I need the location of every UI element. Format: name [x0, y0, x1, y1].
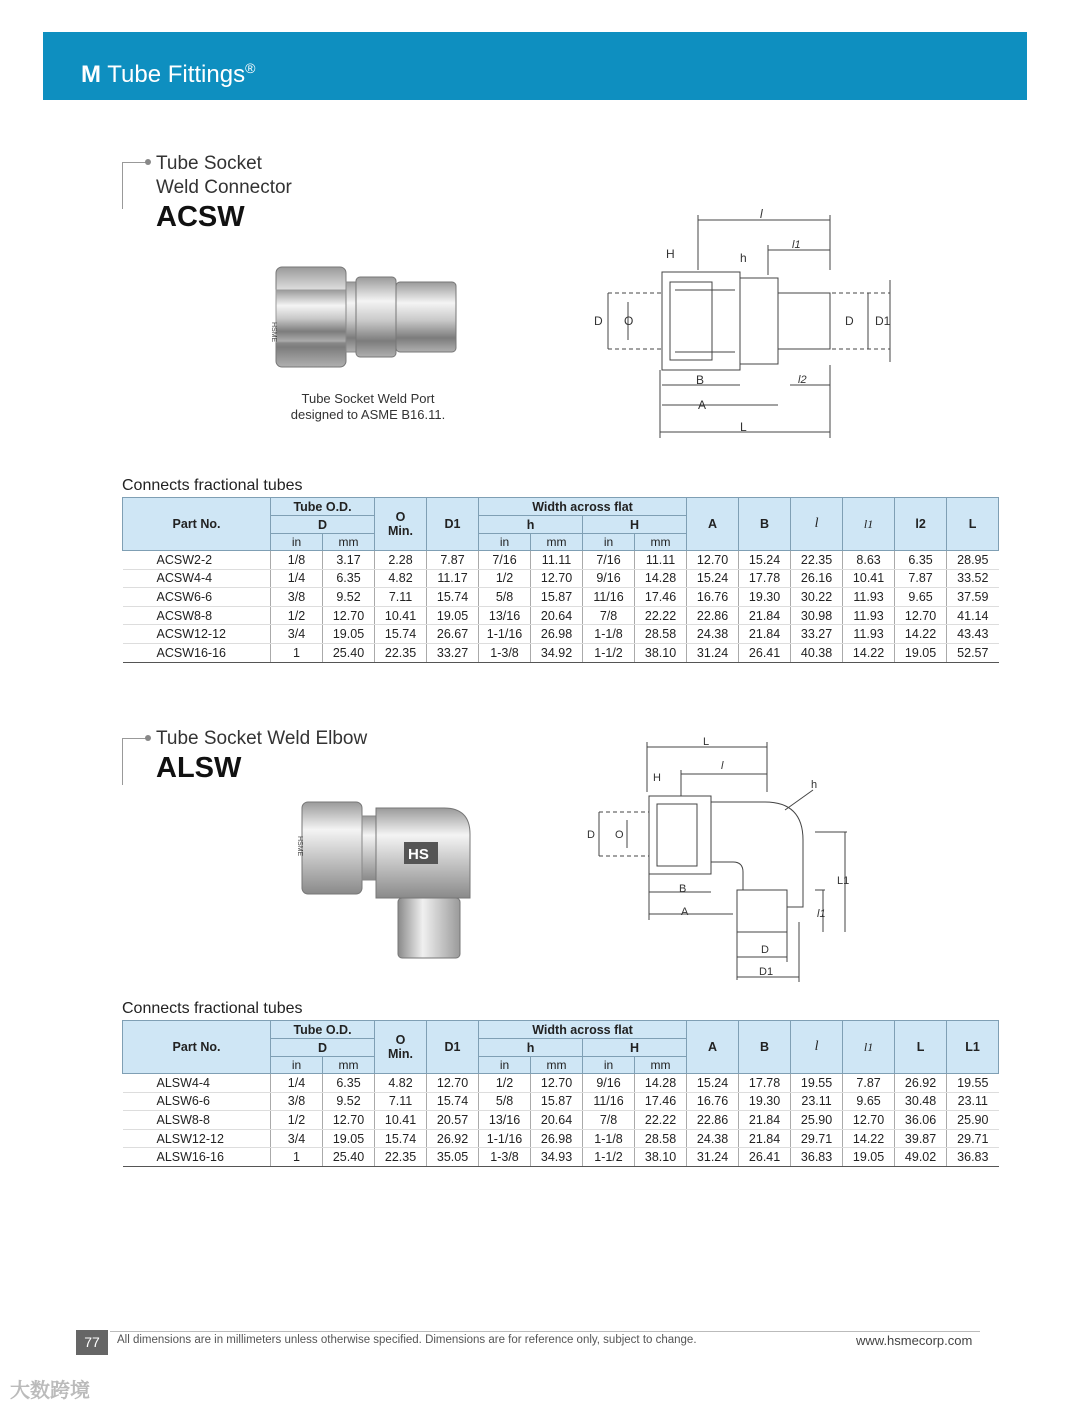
- acsw-spec-table: [122, 497, 999, 663]
- th-b: B: [739, 498, 791, 551]
- value-cell: 11.93: [843, 588, 895, 607]
- value-cell: 36.83: [947, 1148, 999, 1167]
- drawing-label: L1: [837, 875, 850, 887]
- table-header-cell: in: [271, 534, 323, 551]
- th-L: L: [895, 1021, 947, 1074]
- value-cell: 1-3/8: [479, 643, 531, 662]
- value-cell: 34.92: [531, 643, 583, 662]
- value-cell: 30.22: [791, 588, 843, 607]
- section1-subtitle-2: Weld Connector: [156, 177, 292, 198]
- value-cell: 7.11: [375, 588, 427, 607]
- drawing-label: h: [811, 779, 818, 791]
- table-header-cell: mm: [635, 534, 687, 551]
- value-cell: 19.05: [427, 606, 479, 625]
- value-cell: 13/16: [479, 606, 531, 625]
- value-cell: 22.35: [375, 1148, 427, 1167]
- brand-mark: HSME: [270, 322, 277, 343]
- part-number-cell: ACSW4-4: [123, 569, 271, 588]
- value-cell: 21.84: [739, 606, 791, 625]
- value-cell: 17.46: [635, 1092, 687, 1111]
- th-part-no: Part No.: [123, 1021, 271, 1074]
- value-cell: 22.35: [791, 551, 843, 570]
- value-cell: 28.58: [635, 1129, 687, 1148]
- th-l-small: l: [791, 1021, 843, 1074]
- section1-subtitle-1: Tube Socket: [156, 153, 262, 174]
- value-cell: 23.11: [947, 1092, 999, 1111]
- value-cell: 12.70: [323, 1111, 375, 1130]
- value-cell: 19.05: [323, 625, 375, 644]
- value-cell: 22.86: [687, 1111, 739, 1130]
- value-cell: 6.35: [323, 569, 375, 588]
- value-cell: 26.98: [531, 1129, 583, 1148]
- value-cell: 10.41: [843, 569, 895, 588]
- value-cell: 1/2: [479, 1074, 531, 1093]
- weld-port-note-1: Tube Socket Weld Port: [301, 391, 435, 406]
- value-cell: 28.95: [947, 551, 999, 570]
- table-header-cell: mm: [531, 534, 583, 551]
- value-cell: 19.55: [947, 1074, 999, 1093]
- value-cell: 7.87: [895, 569, 947, 588]
- table-row: [123, 625, 999, 644]
- table-row: [123, 551, 999, 570]
- value-cell: 1-1/8: [583, 625, 635, 644]
- value-cell: 26.98: [531, 625, 583, 644]
- value-cell: 14.22: [843, 1129, 895, 1148]
- value-cell: 21.84: [739, 625, 791, 644]
- th-tube-od: Tube O.D.: [271, 498, 375, 516]
- th-a: A: [687, 498, 739, 551]
- value-cell: 38.10: [635, 643, 687, 662]
- brand-mark: HSME: [296, 836, 303, 857]
- table-header-cell: in: [583, 1057, 635, 1074]
- value-cell: 11.93: [843, 606, 895, 625]
- value-cell: 12.70: [843, 1111, 895, 1130]
- value-cell: 7.87: [427, 551, 479, 570]
- value-cell: 1/2: [271, 1111, 323, 1130]
- drawing-label: A: [681, 906, 689, 918]
- value-cell: 8.63: [843, 551, 895, 570]
- drawing-label: D: [594, 314, 603, 328]
- drawing-label: h: [740, 251, 747, 265]
- value-cell: 26.41: [739, 1148, 791, 1167]
- part-number-cell: ALSW8-8: [123, 1111, 271, 1130]
- value-cell: 11/16: [583, 1092, 635, 1111]
- value-cell: 29.71: [947, 1129, 999, 1148]
- value-cell: 7/16: [479, 551, 531, 570]
- value-cell: 22.22: [635, 1111, 687, 1130]
- value-cell: 21.84: [739, 1129, 791, 1148]
- value-cell: 22.22: [635, 606, 687, 625]
- elbow-product-image: [294, 798, 484, 962]
- value-cell: 19.05: [843, 1148, 895, 1167]
- drawing-label: D: [587, 829, 595, 841]
- th-a: A: [687, 1021, 739, 1074]
- value-cell: 12.70: [895, 606, 947, 625]
- value-cell: 12.70: [687, 551, 739, 570]
- th-l-small: l: [791, 498, 843, 551]
- section1-code: ACSW: [156, 201, 245, 233]
- value-cell: 21.84: [739, 1111, 791, 1130]
- section-bracket: [122, 162, 149, 209]
- th-o-min: O Min.: [375, 1021, 427, 1074]
- value-cell: 20.64: [531, 606, 583, 625]
- value-cell: 30.98: [791, 606, 843, 625]
- value-cell: 4.82: [375, 569, 427, 588]
- value-cell: 15.24: [687, 1074, 739, 1093]
- value-cell: 9.52: [323, 1092, 375, 1111]
- bullet: [145, 735, 151, 741]
- value-cell: 12.70: [531, 569, 583, 588]
- value-cell: 6.35: [323, 1074, 375, 1093]
- value-cell: 7/8: [583, 606, 635, 625]
- value-cell: 1/2: [271, 606, 323, 625]
- value-cell: 10.41: [375, 606, 427, 625]
- value-cell: 3/4: [271, 625, 323, 644]
- value-cell: 9.65: [895, 588, 947, 607]
- value-cell: 7.11: [375, 1092, 427, 1111]
- value-cell: 49.02: [895, 1148, 947, 1167]
- value-cell: 23.11: [791, 1092, 843, 1111]
- table-header-cell: in: [479, 534, 531, 551]
- value-cell: 1/4: [271, 569, 323, 588]
- table-row: [123, 643, 999, 662]
- connector-technical-drawing: [590, 200, 900, 445]
- value-cell: 14.22: [895, 625, 947, 644]
- drawing-label: D1: [759, 966, 774, 978]
- value-cell: 25.90: [791, 1111, 843, 1130]
- value-cell: 11.11: [635, 551, 687, 570]
- value-cell: 15.87: [531, 1092, 583, 1111]
- value-cell: 30.48: [895, 1092, 947, 1111]
- drawing-label: D1: [875, 314, 891, 328]
- th-L: L: [947, 498, 999, 551]
- value-cell: 5/8: [479, 1092, 531, 1111]
- th-width-across-flat: Width across flat: [479, 498, 687, 516]
- value-cell: 11.17: [427, 569, 479, 588]
- value-cell: 7.87: [843, 1074, 895, 1093]
- th-L1: L1: [947, 1021, 999, 1074]
- table-row: [123, 1129, 999, 1148]
- value-cell: 1: [271, 643, 323, 662]
- alsw-spec-table: [122, 1020, 999, 1167]
- value-cell: 12.70: [427, 1074, 479, 1093]
- drawing-label: L: [740, 420, 747, 434]
- value-cell: 20.64: [531, 1111, 583, 1130]
- value-cell: 4.82: [375, 1074, 427, 1093]
- value-cell: 25.90: [947, 1111, 999, 1130]
- drawing-label: H: [653, 772, 661, 784]
- value-cell: 20.57: [427, 1111, 479, 1130]
- value-cell: 14.28: [635, 1074, 687, 1093]
- drawing-label: B: [696, 373, 705, 387]
- value-cell: 3/4: [271, 1129, 323, 1148]
- value-cell: 37.59: [947, 588, 999, 607]
- value-cell: 13/16: [479, 1111, 531, 1130]
- value-cell: 39.87: [895, 1129, 947, 1148]
- table-header-cell: mm: [531, 1057, 583, 1074]
- page-number: 77: [76, 1330, 108, 1355]
- header-bar: [43, 32, 1027, 100]
- value-cell: 5/8: [479, 588, 531, 607]
- value-cell: 17.78: [739, 569, 791, 588]
- drawing-label: l: [721, 760, 724, 772]
- section2-subtitle: Tube Socket Weld Elbow: [156, 728, 368, 749]
- drawing-label: O: [615, 829, 624, 841]
- value-cell: 26.92: [427, 1129, 479, 1148]
- value-cell: 9.65: [843, 1092, 895, 1111]
- table-row: [123, 1092, 999, 1111]
- value-cell: 25.40: [323, 643, 375, 662]
- value-cell: 26.67: [427, 625, 479, 644]
- value-cell: 14.28: [635, 569, 687, 588]
- table-header-cell: in: [583, 534, 635, 551]
- value-cell: 33.52: [947, 569, 999, 588]
- value-cell: 19.05: [323, 1129, 375, 1148]
- drawing-label: L: [703, 736, 710, 748]
- table-row: [123, 588, 999, 607]
- section2-code: ALSW: [156, 752, 242, 784]
- value-cell: 14.22: [843, 643, 895, 662]
- value-cell: 40.38: [791, 643, 843, 662]
- table-row: [123, 1074, 999, 1093]
- value-cell: 19.30: [739, 1092, 791, 1111]
- value-cell: 15.74: [427, 588, 479, 607]
- value-cell: 1/2: [479, 569, 531, 588]
- value-cell: 15.74: [427, 1092, 479, 1111]
- table-header-cell: in: [271, 1057, 323, 1074]
- value-cell: 16.76: [687, 588, 739, 607]
- value-cell: 22.35: [375, 643, 427, 662]
- footer-disclaimer: All dimensions are in millimeters unless otherwise specified. Dimensions are for reference only, subject to change.: [117, 1334, 697, 1346]
- value-cell: 1-1/8: [583, 1129, 635, 1148]
- th-d: D: [271, 516, 375, 534]
- value-cell: 1-1/16: [479, 1129, 531, 1148]
- value-cell: 25.40: [323, 1148, 375, 1167]
- value-cell: 1-1/2: [583, 1148, 635, 1167]
- th-l2: l2: [895, 498, 947, 551]
- value-cell: 24.38: [687, 1129, 739, 1148]
- section-bracket: [122, 738, 149, 785]
- value-cell: 29.71: [791, 1129, 843, 1148]
- value-cell: 17.78: [739, 1074, 791, 1093]
- connector-product-image: [264, 262, 464, 374]
- table-row: [123, 606, 999, 625]
- value-cell: 1-3/8: [479, 1148, 531, 1167]
- value-cell: 22.86: [687, 606, 739, 625]
- value-cell: 15.74: [375, 1129, 427, 1148]
- value-cell: 15.24: [687, 569, 739, 588]
- value-cell: 17.46: [635, 588, 687, 607]
- value-cell: 6.35: [895, 551, 947, 570]
- value-cell: 26.41: [739, 643, 791, 662]
- part-number-cell: ACSW16-16: [123, 643, 271, 662]
- drawing-label: l1: [792, 239, 801, 251]
- value-cell: 35.05: [427, 1148, 479, 1167]
- value-cell: 2.28: [375, 551, 427, 570]
- value-cell: 11.11: [531, 551, 583, 570]
- th-H-large: H: [583, 516, 687, 534]
- value-cell: 7/16: [583, 551, 635, 570]
- value-cell: 1/8: [271, 551, 323, 570]
- page-title: M Tube Fittings®: [81, 60, 256, 88]
- value-cell: 19.05: [895, 643, 947, 662]
- value-cell: 11/16: [583, 588, 635, 607]
- value-cell: 12.70: [531, 1074, 583, 1093]
- th-l1-small: l1: [843, 498, 895, 551]
- drawing-label: D: [761, 944, 769, 956]
- table-header-cell: mm: [323, 1057, 375, 1074]
- table-header-cell: mm: [635, 1057, 687, 1074]
- value-cell: 33.27: [791, 625, 843, 644]
- drawing-label: H: [666, 247, 675, 261]
- drawing-label: l1: [817, 908, 826, 920]
- value-cell: 3/8: [271, 1092, 323, 1111]
- value-cell: 34.93: [531, 1148, 583, 1167]
- drawing-label: O: [624, 314, 634, 328]
- value-cell: 1-1/2: [583, 643, 635, 662]
- value-cell: 31.24: [687, 643, 739, 662]
- part-number-cell: ALSW6-6: [123, 1092, 271, 1111]
- value-cell: 15.87: [531, 588, 583, 607]
- drawing-label: HS: [408, 846, 429, 863]
- value-cell: 1-1/16: [479, 625, 531, 644]
- th-H-large: H: [583, 1039, 687, 1057]
- part-number-cell: ALSW16-16: [123, 1148, 271, 1167]
- th-d1: D1: [427, 498, 479, 551]
- elbow-technical-drawing: [585, 732, 860, 982]
- drawing-label: A: [698, 398, 707, 412]
- value-cell: 28.58: [635, 625, 687, 644]
- value-cell: 41.14: [947, 606, 999, 625]
- table-header-cell: mm: [323, 534, 375, 551]
- value-cell: 9/16: [583, 569, 635, 588]
- drawing-label: D: [845, 314, 854, 328]
- value-cell: 36.06: [895, 1111, 947, 1130]
- th-h-small: h: [479, 516, 583, 534]
- value-cell: 11.93: [843, 625, 895, 644]
- part-number-cell: ACSW6-6: [123, 588, 271, 607]
- drawing-label: l2: [798, 374, 807, 386]
- value-cell: 24.38: [687, 625, 739, 644]
- value-cell: 43.43: [947, 625, 999, 644]
- th-h-small: h: [479, 1039, 583, 1057]
- part-number-cell: ALSW12-12: [123, 1129, 271, 1148]
- value-cell: 7/8: [583, 1111, 635, 1130]
- value-cell: 15.24: [739, 551, 791, 570]
- value-cell: 19.30: [739, 588, 791, 607]
- table1-caption: Connects fractional tubes: [122, 477, 303, 494]
- value-cell: 12.70: [323, 606, 375, 625]
- th-b: B: [739, 1021, 791, 1074]
- th-part-no: Part No.: [123, 498, 271, 551]
- value-cell: 3/8: [271, 588, 323, 607]
- th-width-across-flat: Width across flat: [479, 1021, 687, 1039]
- th-d1: D1: [427, 1021, 479, 1074]
- part-number-cell: ALSW4-4: [123, 1074, 271, 1093]
- bullet: [145, 159, 151, 165]
- value-cell: 1/4: [271, 1074, 323, 1093]
- drawing-label: B: [679, 883, 687, 895]
- value-cell: 26.92: [895, 1074, 947, 1093]
- drawing-label: l: [760, 207, 763, 221]
- value-cell: 36.83: [791, 1148, 843, 1167]
- value-cell: 10.41: [375, 1111, 427, 1130]
- th-o-min: O Min.: [375, 498, 427, 551]
- value-cell: 38.10: [635, 1148, 687, 1167]
- value-cell: 16.76: [687, 1092, 739, 1111]
- value-cell: 33.27: [427, 643, 479, 662]
- footer-website-link[interactable]: www.hsmecorp.com: [856, 1333, 973, 1348]
- value-cell: 9/16: [583, 1074, 635, 1093]
- value-cell: 9.52: [323, 588, 375, 607]
- footer-divider: [110, 1331, 980, 1332]
- value-cell: 26.16: [791, 569, 843, 588]
- table2-caption: Connects fractional tubes: [122, 1000, 303, 1017]
- value-cell: 19.55: [791, 1074, 843, 1093]
- weld-port-note-2: designed to ASME B16.11.: [290, 407, 446, 422]
- part-number-cell: ACSW12-12: [123, 625, 271, 644]
- value-cell: 15.74: [375, 625, 427, 644]
- th-d: D: [271, 1039, 375, 1057]
- watermark: 大数跨境: [10, 1380, 90, 1402]
- part-number-cell: ACSW2-2: [123, 551, 271, 570]
- value-cell: 31.24: [687, 1148, 739, 1167]
- value-cell: 52.57: [947, 643, 999, 662]
- value-cell: 3.17: [323, 551, 375, 570]
- th-l1-small: l1: [843, 1021, 895, 1074]
- th-tube-od: Tube O.D.: [271, 1021, 375, 1039]
- alsw-table-body: [123, 1074, 999, 1167]
- table-header-cell: in: [479, 1057, 531, 1074]
- table-row: [123, 1111, 999, 1130]
- part-number-cell: ACSW8-8: [123, 606, 271, 625]
- table-row: [123, 1148, 999, 1167]
- value-cell: 1: [271, 1148, 323, 1167]
- table-row: [123, 569, 999, 588]
- acsw-table-body: [123, 551, 999, 663]
